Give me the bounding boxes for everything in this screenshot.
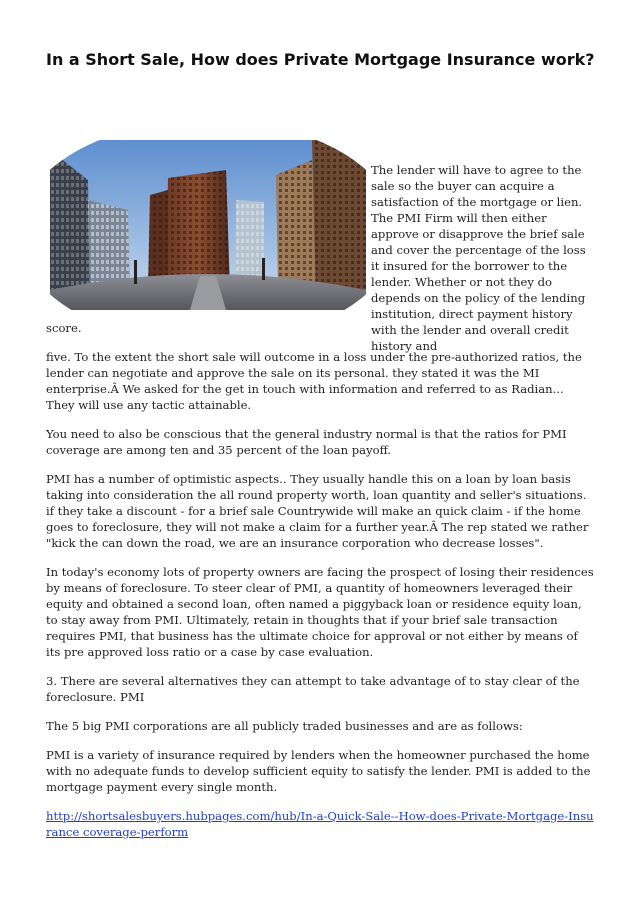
paragraph-3: PMI has a number of optimistic aspects.. They usually handle this on a loan by loan basis taking into consideration the all round property worth, loan quantity and seller's situations. if they take a discount - for a brief sale Countrywide will make an quick claim - if the home goes to foreclosure, they will not make a claim for a further year.Â The rep stated we rather "kick the can down the road, we are an insurance corporation who decrease losses". — [46, 472, 589, 550]
paragraph-2: You need to also be conscious that the general industry normal is that the ratios for PMI coverage are among ten and 35 percent of the loan payoff. — [46, 427, 567, 457]
side-paragraph: The lender will have to agree to the sale so the buyer can acquire a satisfaction of the mortgage or lien. The PMI Firm will then either approve or disapprove the brief sale and cover the percentage of the loss it insured for the borrower to the lender. Whether or not they do depends on the policy of the lending institution, direct payment history with the lender and overall credit history and — [371, 163, 586, 353]
city-buildings-image — [50, 140, 366, 310]
paragraph-1: five. To the extent the short sale will outcome in a loss under the pre-authorized ratios, the lender can negotiate and approve the sale on its personal. they stated it was the MI enterprise.Â We asked for the get in touch with information and referred to as Radian... They will use any tactic attainable. — [46, 350, 582, 412]
paragraph-7: PMI is a variety of insurance required by lenders when the homeowner purchased the home with no adequate funds to develop sufficient equity to satisfy the lender. PMI is added to the mortgage payment every single month. — [46, 748, 591, 794]
source-link-paragraph — [46, 808, 594, 840]
paragraph-5: 3. There are several alternatives they can attempt to take advantage of to stay clear of the foreclosure. PMI — [46, 674, 580, 704]
city-buildings-photo — [50, 140, 366, 310]
paragraph-score: score. — [46, 321, 82, 335]
paragraph-6: The 5 big PMI corporations are all publicly traded businesses and are as follows: — [46, 719, 523, 733]
page-title: In a Short Sale, How does Private Mortgage Insurance work? — [46, 50, 595, 69]
paragraph-4: In today's economy lots of property owners are facing the prospect of losing their residences by means of foreclosure. To steer clear of PMI, a quantity of homeowners leveraged their equity and obtained a second loan, often named a piggyback loan or residence equity loan, to stay away from PMI. Ultimately, retain in thoughts that if your brief sale transaction requires PMI, that business has the ultimate choice for approval or not either by means of its pre approved loss ratio or a case by case evaluation. — [46, 565, 594, 659]
source-link[interactable]: http://shortsalesbuyers.hubpages.com/hub/In-a-Quick-Sale--How-does-Private-Mortgage-Insurance coverage-perform — [46, 809, 594, 839]
article-body — [46, 320, 594, 853]
